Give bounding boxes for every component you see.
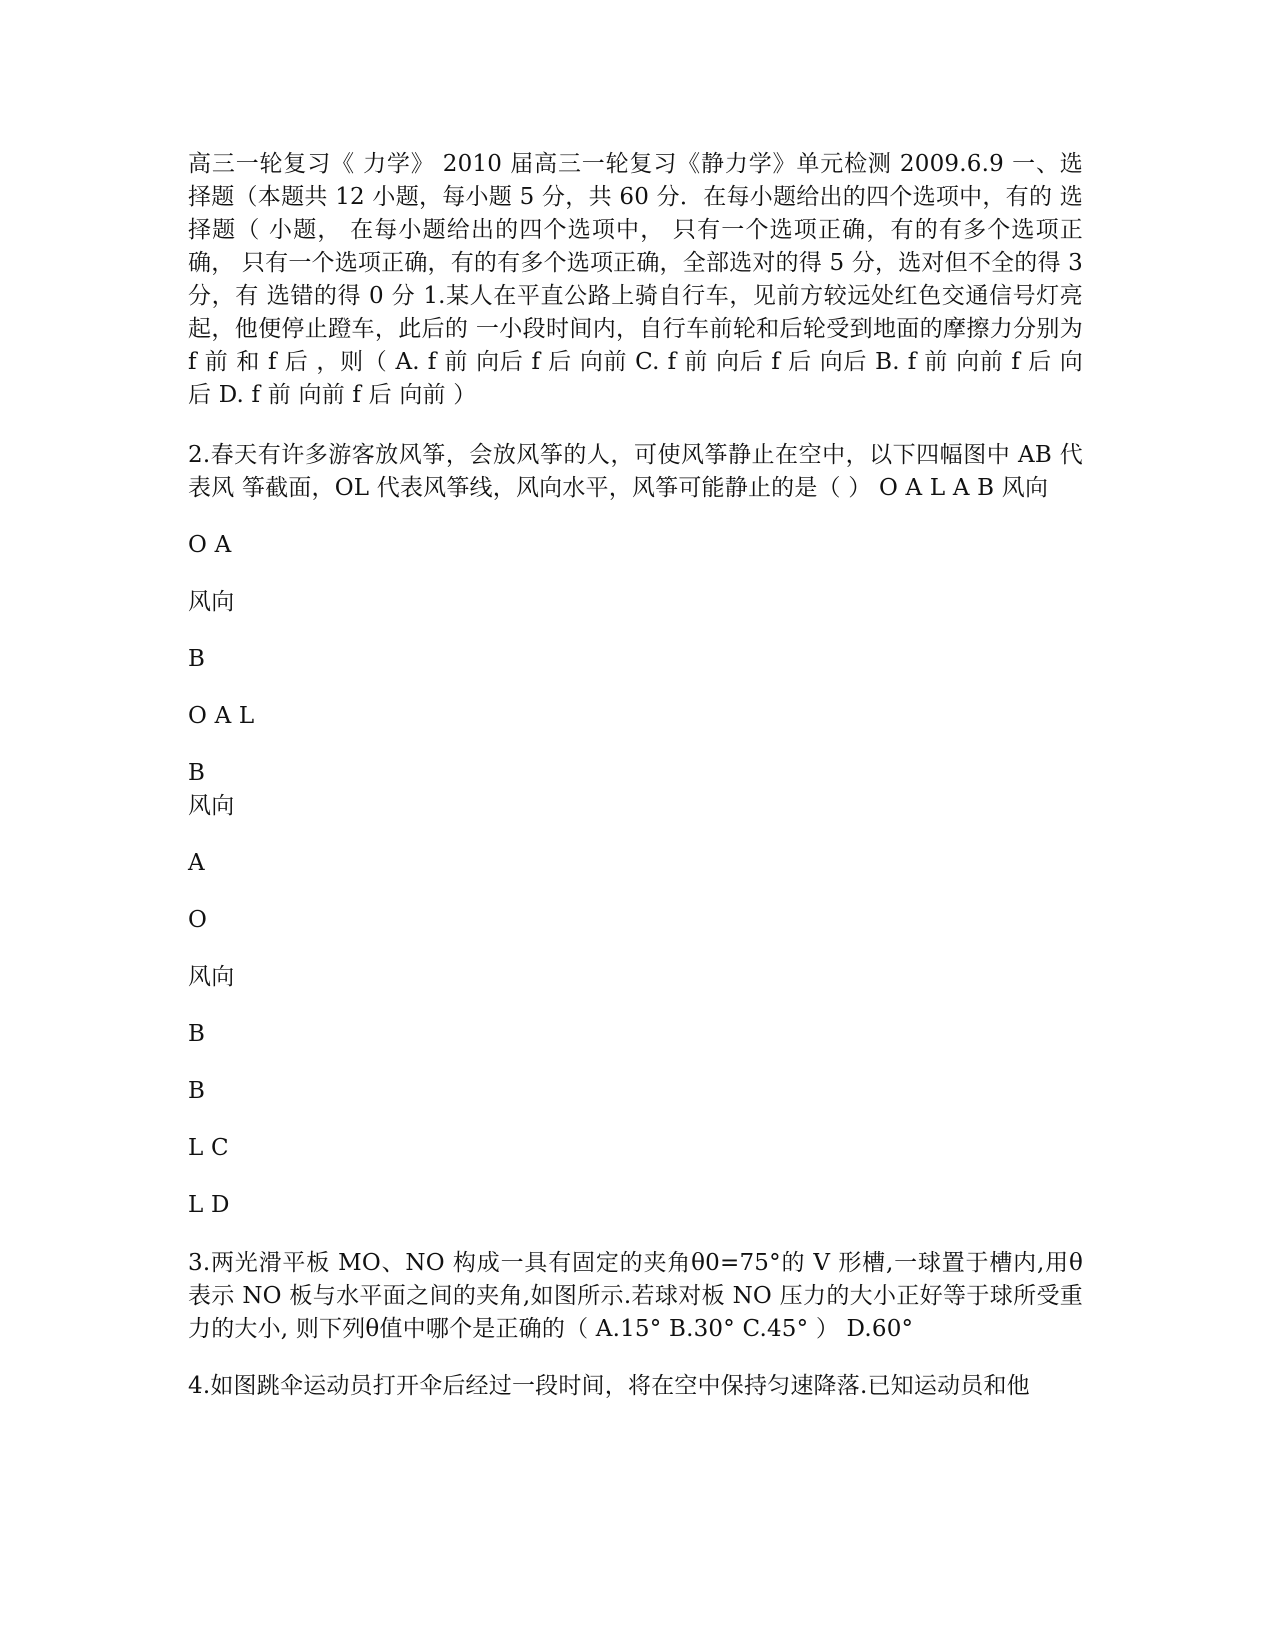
question-1-paragraph: 高三一轮复习《 力学》 2010 届高三一轮复习《静力学》单元检测 2009.6.9 一、选择题（本题共 12 小题，每小题 5 分，共 60 分．在每小题给出的四个选项中，有的 选择题（ 小题， 在每小题给出的四个选项中， 只有一个选项正确，有的有多个选项正确， 只有一个选项正确，有的有多个选项正确，全部选对的得 5 分，选对但不全的得 3 分，有 选错的得 0 分 1.某人在平直公路上骑自行车，见前方较远处红色交通信号灯亮起，他便停止蹬车，此后的 一小段时间内，自行车前轮和后轮受到地面的摩擦力分别为 f 前 和 f 后 ，则（ A. f 前 向后 f 后 向前 C. f 前 向后 f 后 向后 B. f 前 向前 f 后 向后 D. f 前 向前 f 后 向前 ） [188, 151, 1083, 408]
figure-label-fragment: 风向 [188, 793, 235, 819]
figure-label-fragment: L D [188, 1192, 230, 1218]
figure-label-fragment: B [188, 1078, 206, 1104]
figure-label-fragment: B [188, 1021, 206, 1047]
figure-label-fragment: O A L [188, 703, 255, 729]
figure-label-fragment: A [188, 850, 205, 876]
figure-label-fragment: O [188, 907, 208, 933]
question-2-paragraph: 2.春天有许多游客放风筝，会放风筝的人，可使风筝静止在空中，以下四幅图中 AB 代表风 筝截面，OL 代表风筝线，风向水平，风筝可能静止的是（ ） O A L A B 风向 [188, 442, 1083, 501]
document-page [188, 148, 1083, 1403]
figure-label-fragment: 风向 [188, 589, 235, 615]
figure-label-fragment: B [188, 646, 206, 672]
figure-label-fragment: B [188, 760, 206, 786]
question-4-paragraph: 4.如图跳伞运动员打开伞后经过一段时间，将在空中保持匀速降落.已知运动员和他 [188, 1373, 1030, 1399]
figure-label-fragment: O A [188, 532, 232, 558]
question-3-paragraph: 3.两光滑平板 MO、NO 构成一具有固定的夹角θ0=75°的 V 形槽,一球置于槽内,用θ表示 NO 板与水平面之间的夹角,如图所示.若球对板 NO 压力的大小正好等于球所受重力的大小, 则下列θ值中哪个是正确的（ A.15° B.30° C.45° ） D.60° [188, 1250, 1083, 1342]
figure-label-fragment: L C [188, 1135, 229, 1161]
figure-label-fragment: 风向 [188, 964, 235, 990]
